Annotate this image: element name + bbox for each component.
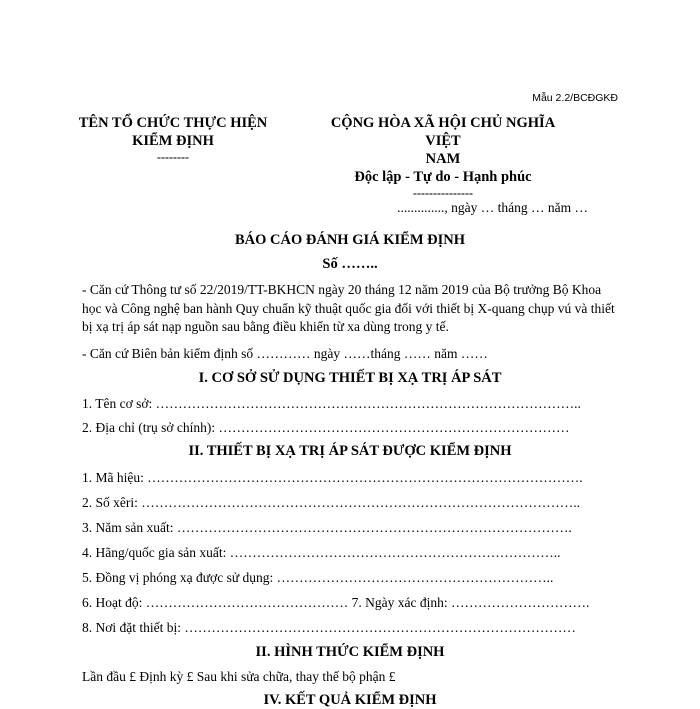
- document-number: Số ……..: [322, 256, 378, 272]
- inspection-type-options: Lần đầu £ Định kỳ £ Sau khi sửa chữa, thay thế bộ phận £: [82, 669, 396, 684]
- section-3-title: II. HÌNH THỨC KIỂM ĐỊNH: [255, 644, 445, 660]
- field-year: 3. Năm sản xuất: …………………………………………………………………………….: [82, 520, 572, 535]
- field-facility-name: 1. Tên cơ sở: …………………………………………………………………………………..: [82, 396, 581, 411]
- document-title: BÁO CÁO ĐÁNH GIÁ KIỂM ĐỊNH: [235, 232, 465, 248]
- field-isotope: 5. Đồng vị phóng xạ được sử dụng: ……………………………………………………..: [82, 570, 554, 585]
- section-4-title: IV. KẾT QUẢ KIỂM ĐỊNH: [263, 692, 437, 708]
- field-serial: 2. Số xêri: ……………………………………………………………………………………..: [82, 495, 580, 510]
- field-manufacturer: 4. Hãng/quốc gia sản xuất: ………………………………………………………………..: [82, 545, 561, 560]
- field-location: 8. Nơi đặt thiết bị: ……………………………………………………………………………: [82, 620, 576, 635]
- national-header: [312, 114, 574, 200]
- organization-header: [78, 114, 268, 164]
- national-name-line2: NAM: [425, 151, 461, 167]
- field-activity-date: 6. Hoạt độ: ……………………………………… 7. Ngày xác định: ………………………….: [82, 595, 590, 610]
- organization-divider: --------: [157, 150, 189, 164]
- basis-minutes: - Căn cứ Biên bản kiểm định số ………… ngày ……tháng …… năm ……: [82, 346, 488, 361]
- national-motto: Độc lập - Tự do - Hạnh phúc: [354, 169, 532, 185]
- section-1-title: I. CƠ SỞ SỬ DỤNG THIẾT BỊ XẠ TRỊ ÁP SÁT: [198, 370, 502, 386]
- section-2-title: II. THIẾT BỊ XẠ TRỊ ÁP SÁT ĐƯỢC KIỂM ĐỊNH: [188, 443, 512, 459]
- organization-name-line2: KIỂM ĐỊNH: [132, 133, 214, 149]
- organization-name-line1: TÊN TỔ CHỨC THỰC HIỆN: [78, 115, 268, 131]
- national-name-line1: CỘNG HÒA XÃ HỘI CHỦ NGHĨA VIỆT: [330, 115, 556, 149]
- national-divider: ---------------: [413, 186, 473, 200]
- form-code: Mẫu 2.2/BCĐGKĐ: [532, 92, 618, 104]
- date-line: .............., ngày … tháng … năm …: [397, 200, 588, 215]
- field-facility-address: 2. Địa chỉ (trụ sở chính): ……………………………………………………………………: [82, 420, 570, 435]
- basis-circular: - Căn cứ Thông tư số 22/2019/TT-BKHCN ngày 20 tháng 12 năm 2019 của Bộ trưởng Bộ Khoa học và Công nghệ ban hành Quy chuẩn kỹ thuật quốc gia đối với thiết bị X-quang chụp vú và thiết bị xạ trị áp sát nạp nguồn sau bằng điều khiển từ xa dùng trong y tế.: [82, 282, 615, 334]
- field-model: 1. Mã hiệu: …………………………………………………………………………………….: [82, 470, 583, 485]
